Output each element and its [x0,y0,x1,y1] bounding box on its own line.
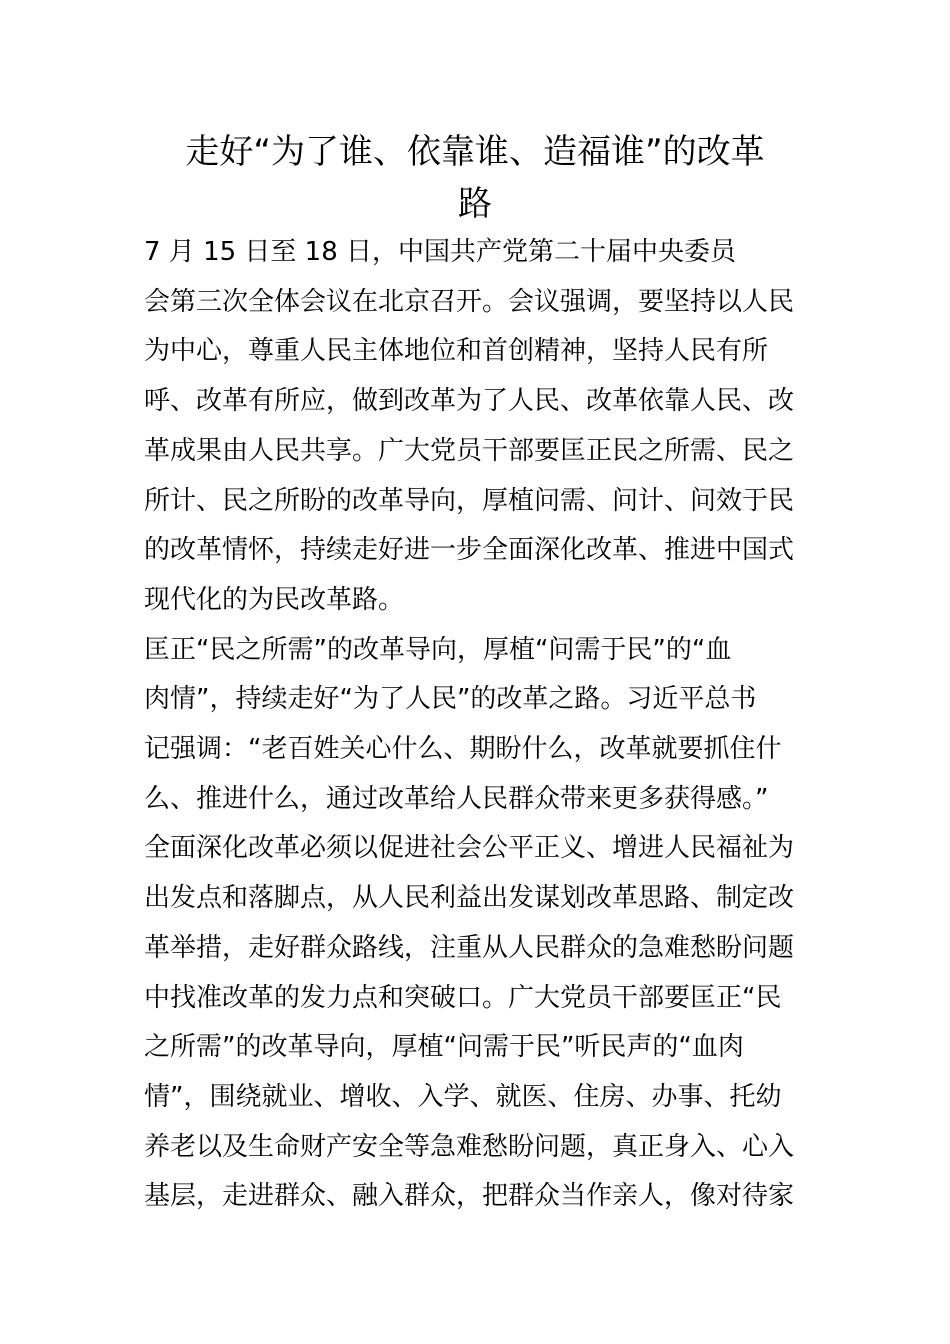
paragraph-intro: 7 月 15 日至 18 日，中国共产党第二十届中央委员 会第三次全体会议在北京召开。会议强调，要坚持以人民 为中心，尊重人民主体地位和首创精神，坚持人民有所 呼、改革有所应，做到改革为了人民、改革依靠人民、改 革成果由人民共享。广大党员干部要匡正民之所需、民之 所计、民之所盼的改革导向，厚植问需、问计、问效于民 的改革情怀，持续走好进一步全面深化改革、推进中国式 现代化的为民改革路。 [144,237,795,615]
document-body [144,228,808,1222]
paragraph-people-needs: 匡正“民之所需”的改革导向，厚植“问需于民”的“血 肉情”，持续走好“为了人民”的改革之路。习近平总书 记强调：“老百姓关心什么、期盼什么，改革就要抓住什 么、推进什么，通过改革给人民群众带来更多获得感。” 全面深化改革必须以促进社会公平正义、增进人民福祉为 出发点和落脚点，从人民利益出发谋划改革思路、制定改 革举措，走好群众路线，注重从人民群众的急难愁盼问题 中找准改革的发力点和突破口。广大党员干部要匡正“民 之所需”的改革导向，厚植“问需于民”听民声的“血肉 情”，围绕就业、增收、入学、就医、住房、办事、托幼 养老以及生命财产安全等急难愁盼问题，真正身入、心入 基层，走进群众、融入群众，把群众当作亲人，像对待家 [144,634,795,1212]
document-title: 走好“为了谁、依靠谁、造福谁”的改革 路 [185,132,765,224]
